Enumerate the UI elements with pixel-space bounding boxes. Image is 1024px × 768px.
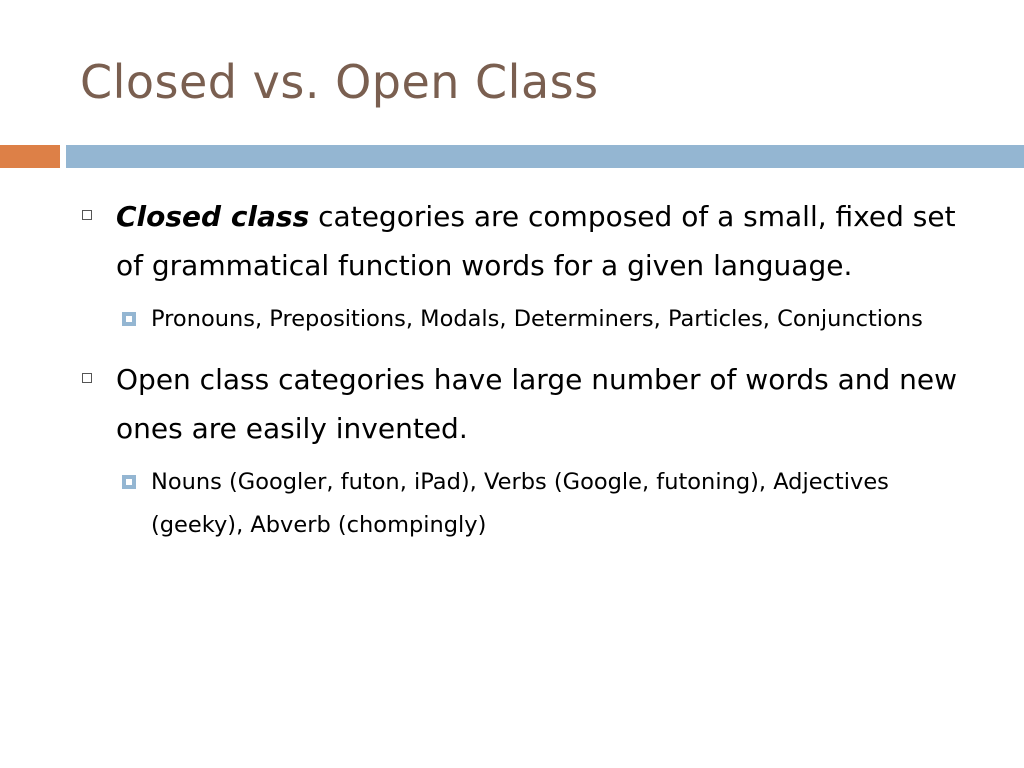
bullet-lead-term: Closed class	[116, 200, 310, 233]
bullet-text: Open class categories have large number of words and new ones are easily invented.	[116, 363, 958, 445]
filled-square-bullet-icon	[122, 475, 136, 489]
bullet-text: categories are composed of a small, fixed set of grammatical function words for a given language.	[116, 200, 956, 282]
filled-square-bullet-icon	[122, 312, 136, 326]
bullet-open-class	[80, 355, 980, 453]
sub-bullet-closed-class-examples	[80, 298, 980, 341]
sub-bullet-open-class-examples	[80, 461, 980, 547]
sub-bullet-text: Pronouns, Prepositions, Modals, Determiners, Particles, Conjunctions	[151, 306, 923, 332]
sub-bullet-text: Nouns (Googler, futon, iPad), Verbs (Google, futoning), Adjectives (geeky), Abverb (chompingly)	[151, 469, 889, 538]
slide-body	[80, 192, 980, 561]
title-accent-bar	[0, 145, 60, 168]
hollow-square-bullet-icon	[82, 373, 92, 383]
title-rule-bar	[66, 145, 1024, 168]
hollow-square-bullet-icon	[82, 210, 92, 220]
bullet-closed-class	[80, 192, 980, 290]
slide-title: Closed vs. Open Class	[80, 55, 599, 109]
